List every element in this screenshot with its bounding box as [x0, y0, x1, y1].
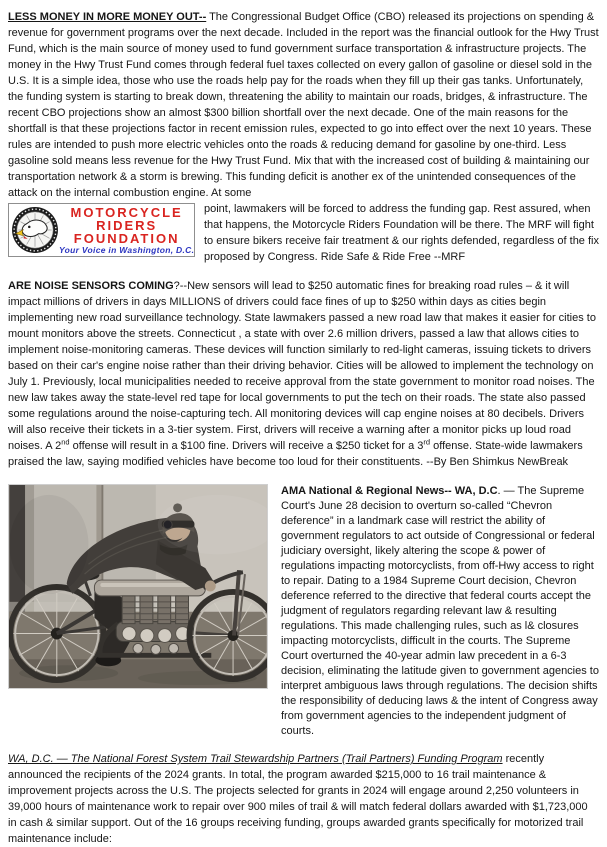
noise-article-body3: offense. State-wide lawmakers praised the law, saying modified vehicles have become too loud for their constituents. --By Ben Shimkus NewBreak	[8, 440, 583, 468]
noise-article-heading: ARE NOISE SENSORS COMING	[8, 280, 174, 292]
vintage-motorcycle-illustration	[9, 485, 267, 688]
trail-article-body: recently announced the recipients of the 2024 grants. In total, the program awarded $215,000 to 16 trail maintenance & improvement projects across the U.S. The projects selected for grants in 2024 will engage around 2,250 volunteers in 39,000 hours of maintenance work to repair over 900 miles of trail & will match federal dollars awarded with $1,723,000 in cash & similar support. Out of the 16 groups receiving funding, groups awarded grants specifically for motorized trail maintenance include:	[8, 753, 588, 845]
ordinal-superscript: rd	[423, 437, 431, 447]
funding-article-paragraph	[8, 9, 599, 201]
ordinal-superscript: nd	[61, 437, 70, 447]
funding-article-heading: LESS MONEY IN MORE MONEY OUT--	[8, 11, 207, 23]
mrf-logo-line2: RIDERS	[96, 217, 158, 233]
funding-article-body-wrap: point, lawmakers will be forced to address the funding gap. Rest assured, when that happens, the Motorcycle Riders Foundation will be there. The MRF will fight to ensure bikers receive fair treatment & our rights defended, regardless of the fix proposed by Congress. Ride Safe & Ride Free --MRF	[204, 203, 599, 263]
mrf-logo	[8, 203, 195, 257]
mrf-logo-text	[59, 206, 194, 255]
funding-wrap-block	[8, 201, 599, 265]
mrf-logo-line3: FOUNDATION	[73, 230, 180, 246]
ama-article-paragraph	[281, 484, 599, 739]
ama-news-section	[8, 484, 599, 739]
funding-article-body-intro: The Congressional Budget Office (CBO) released its projections on spending & revenue for government programs over the next decade. Included in the report was the financial outlook for the Hwy Trust Fund, which is the main source of money used to fund government surface transportation & infrastructure projects. The money in the Hwy Trust Fund comes through federal fuel taxes collected on every gallon of gasoline or diesel sold in the U.S. It is a simple idea, those who use the roads help pay for the roads when they fill up their gas tanks. Unfortunately, the funding system is starting to break down, threatening the ability to maintain our roads, bridges, & infrastructure. The recent CBO projections show an almost $300 billion shortfall over the next decade. One of the main reasons for the shortfall is that these projections factor in recent emission rules, expected to go into effect over the next 10 years. These rules are intended to push more electric vehicles onto the roads & reducing demand for gasoline by one-third. Less gasoline sold means less revenue for the Hwy Trust Fund. Mix that with the increased cost of building & maintaining our transportation network & a storm is brewing. This funding deficit is another ex of the unintended consequences of the attack on the internal combustion engine. At some	[8, 11, 599, 199]
noise-article-body2: offense will result in a $100 fine. Drivers will receive a $250 ticket for a 3	[69, 440, 424, 452]
mrf-logo-line1: MOTORCYCLE	[70, 204, 183, 220]
trail-article-paragraph	[8, 751, 599, 847]
mrf-eagle-emblem-icon	[11, 206, 59, 254]
vintage-motorcycle-photo	[8, 484, 268, 689]
trail-article-lead: WA, D.C. — The National Forest System Trail Stewardship Partners (Trail Partners) Funding Program	[8, 753, 503, 765]
mrf-logo-tagline: Your Voice in Washington, D.C.	[59, 244, 195, 255]
noise-article-body1: ?--New sensors will lead to $250 automatic fines for breaking road rules – & it will impact millions of drivers in days MILLIONS of drivers could face fines of up to $250 within days as cities begin implementing new road surveillance technology. State lawmakers passed a new road law that makes it easier for cities to mount monitors above the streets. Connecticut , a state with over 2.6 million drivers, passed a law that allows cities to implement noise-monitoring cameras. These devices will function similarly to red-light cameras, issuing tickets to drivers based on their car's engine noise rather than their driving behavior. Cities will be allowed to implement the technology on July 1. Previously, local municipalities needed to receive approval from the state government to monitor road noises. The new law takes away the state-level red tape for local governments to put the tech on their roads. The state also passed some regulations around the noise-capturing tech. All monitoring devices will cap engine noises at 80 decibels. Drivers will also receive their tickets in a 3-tier system. First, drivers will receive a warning after a monitor picks up loud road noises. A 2	[8, 280, 596, 452]
noise-article-paragraph	[8, 278, 599, 470]
ama-article-body: . — The Supreme Court's June 28 decision to overturn so-called “Chevron deference” in a landmark case will restrict the ability of government regulators to act outside of Congressional or federal judiciary oversight, likely altering the scope & power of regulations impacting motorcyclists, from off-Hwy access to right to repair. Dating to a 1984 Supreme Court decision, Chevron deference referred to the directive that federal courts accept the judgment of regulators regarding relevant law & resulting regulations. This made challenging rules, such as l& closures impacting motorcyclists, difficult in the courts. The Supreme Court overturned the 40-year admin law precedent in a 6-3 decision, eliminating the latitude given to government agencies to interpret ambiguous laws through regulations. The decision shifts the responsibility of deducing laws & the intent of Congress away from government agencies to the independent judgment of courts.	[281, 485, 599, 737]
ama-article-heading: AMA National & Regional News-- WA, D.C	[281, 485, 498, 497]
